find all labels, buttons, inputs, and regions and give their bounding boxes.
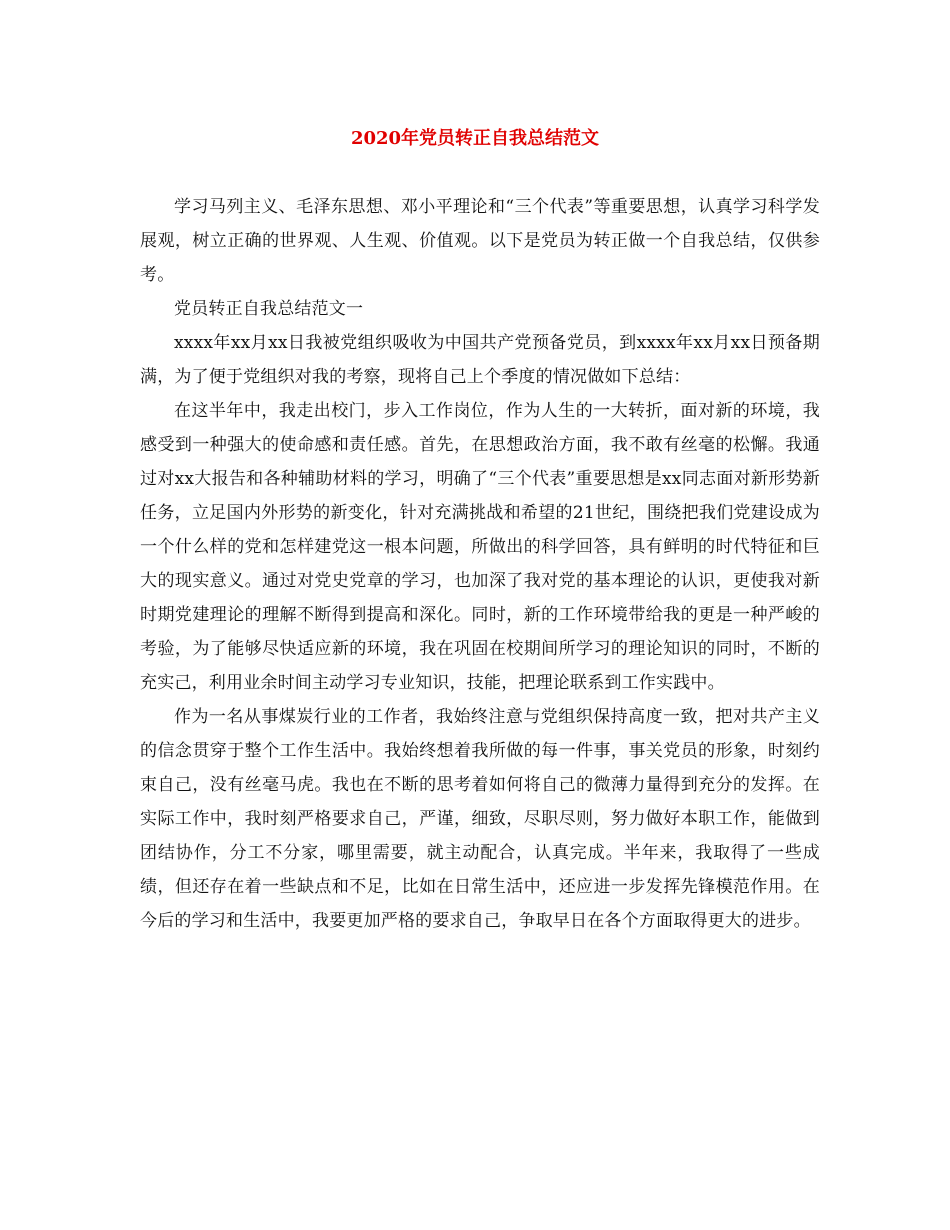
document-body bbox=[140, 190, 820, 938]
body-paragraph: xxxx年xx月xx日我被党组织吸收为中国共产党预备党员，到xxxx年xx月xx日预备期满，为了便于党组织对我的考察，现将自己上个季度的情况做如下总结： bbox=[140, 333, 820, 387]
body-paragraph: 在这半年中，我走出校门，步入工作岗位，作为人生的一大转折，面对新的环境，我感受到一种强大的使命感和责任感。首先，在思想政治方面，我不敢有丝毫的松懈。我通过对xx大报告和各种辅助材料的学习，明确了“三个代表”重要思想是xx同志面对新形势新任务，立足国内外形势的新变化，针对充满挑战和希望的21世纪，围绕把我们党建设成为一个什么样的党和怎样建党这一根本问题，所做出的科学回答，具有鲜明的时代特征和巨大的现实意义。通过对党史党章的学习，也加深了我对党的基本理论的认识，更使我对新时期党建理论的理解不断得到提高和深化。同时，新的工作环境带给我的更是一种严峻的考验，为了能够尽快适应新的环境，我在巩固在校期间所学习的理论知识的同时，不断的充实己，利用业余时间主动学习专业知识，技能，把理论联系到工作实践中。 bbox=[140, 401, 820, 693]
intro-paragraph: 学习马列主义、毛泽东思想、邓小平理论和“三个代表”等重要思想，认真学习科学发展观，树立正确的世界观、人生观、价值观。以下是党员为转正做一个自我总结，仅供参考。 bbox=[140, 197, 820, 285]
section-heading: 党员转正自我总结范文一 bbox=[174, 299, 364, 319]
body-paragraph: 作为一名从事煤炭行业的工作者，我始终注意与党组织保持高度一致，把对共产主义的信念贯穿于整个工作生活中。我始终想着我所做的每一件事，事关党员的形象，时刻约束自己，没有丝毫马虎。我也在不断的思考着如何将自己的微薄力量得到充分的发挥。在实际工作中，我时刻严格要求自己，严谨，细致，尽职尽则，努力做好本职工作，能做到团结协作，分工不分家，哪里需要，就主动配合，认真完成。半年来，我取得了一些成绩，但还存在着一些缺点和不足，比如在日常生活中，还应进一步发挥先锋模范作用。在今后的学习和生活中，我要更加严格的要求自己，争取早日在各个方面取得更大的进步。 bbox=[140, 707, 820, 931]
document-title: 2020年党员转正自我总结范文 bbox=[350, 128, 600, 149]
